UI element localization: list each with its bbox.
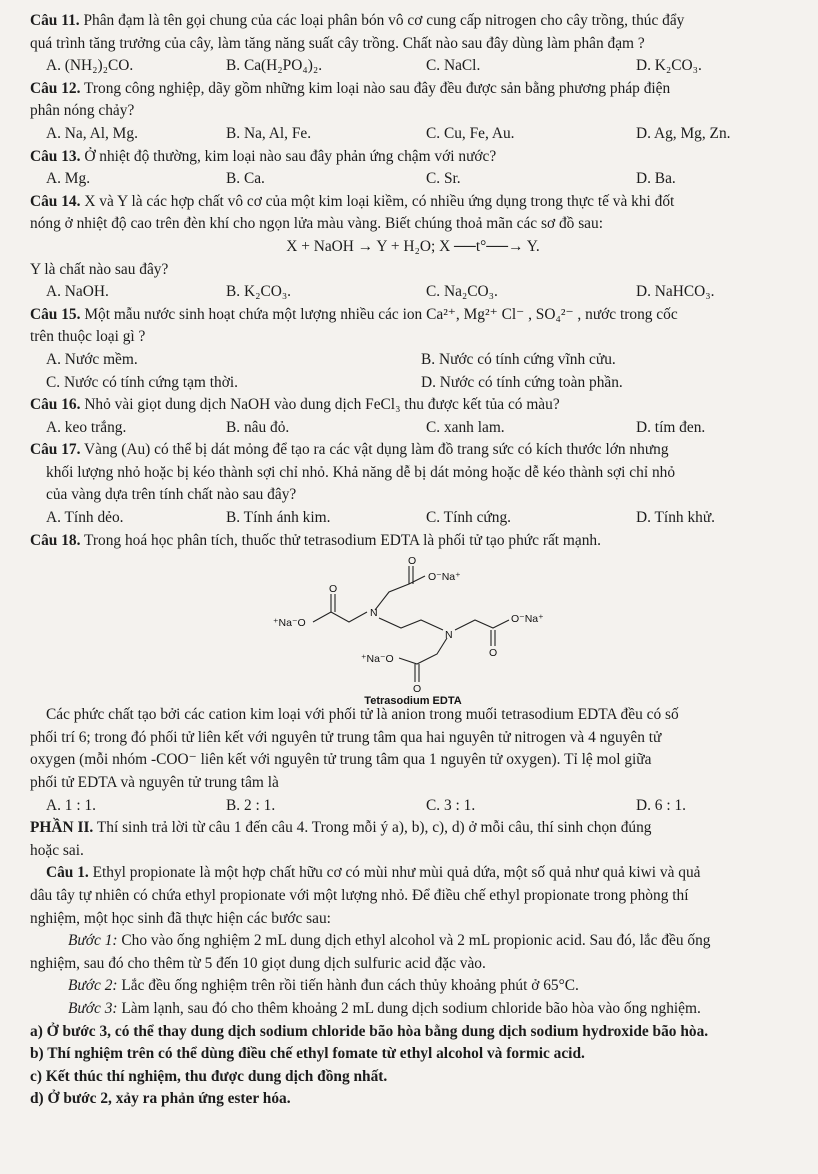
ethylene-bridge	[379, 618, 443, 630]
option-b[interactable]: B. 2 : 1.	[226, 796, 276, 814]
answer-options	[30, 507, 796, 530]
molecule-caption: Tetrasodium EDTA	[364, 695, 462, 705]
question-17	[30, 439, 796, 462]
question-number: Câu 18.	[30, 531, 81, 549]
option-c[interactable]: C. Sr.	[426, 170, 461, 188]
step-text: Cho vào ống nghiệm 2 mL dung dịch ethyl alcohol và 2 mL propionic acid. Sau đó, lắc đều ống	[117, 932, 711, 950]
question-number: Câu 13.	[30, 147, 81, 165]
question-11	[30, 10, 796, 33]
question-15	[30, 304, 796, 327]
option-d[interactable]: D. Ba.	[636, 170, 676, 188]
step-text: Lắc đều ống nghiệm trên rồi tiến hành đun cách thủy khoảng phút ở 65°C.	[117, 977, 579, 995]
step-text-line: nghiệm, sau đó cho thêm từ 5 đến 10 giọt dung dịch sulfuric acid đặc vào.	[30, 954, 486, 972]
question-text-line: quá trình tăng trưởng của cây, làm tăng năng suất cây trồng. Chất nào sau đây dùng làm phân đạm ?	[30, 34, 645, 52]
question-text: Trong công nghiệp, dãy gồm những kim loại nào sau đây đều được sản bằng phương pháp điện	[80, 79, 671, 97]
upper-acetate-bond	[375, 576, 425, 610]
question-text-line: phối trí 6; trong đó phối tử liên kết với nguyên tử trung tâm qua hai nguyên tử nitrogen và 4 nguyên tử	[30, 728, 662, 746]
question-16	[30, 394, 796, 417]
question-text-line: Các phức chất tạo bởi các cation kim loại với phối tử là anion trong muối tetrasodium EDTA đều có số	[46, 706, 679, 724]
option-a[interactable]: A. Tính dẻo.	[46, 509, 124, 527]
option-c[interactable]: C. Nước có tính cứng tạm thời.	[46, 373, 238, 391]
option-a[interactable]: A. Mg.	[46, 170, 91, 188]
statement-b[interactable]: b) Thí nghiệm trên có thể dùng điều chế ethyl fomate từ ethyl alcohol và formic acid.	[30, 1045, 585, 1063]
answer-options	[30, 417, 796, 440]
atom-n: N	[370, 607, 378, 620]
question-14	[30, 191, 796, 214]
option-c[interactable]: C. Na₂CO₃.	[426, 283, 498, 301]
statement-a[interactable]: a) Ở bước 3, có thể thay dung dịch sodium chloride bão hòa bằng dung dịch sodium hydroxide bão hòa.	[30, 1022, 709, 1040]
question-number: Câu 14.	[30, 192, 81, 210]
reaction-equation: X + NaOH → Y + H₂O; X ──t°──→ Y.	[286, 237, 540, 255]
answer-options	[30, 123, 796, 146]
atom-o: O	[408, 555, 417, 568]
option-a[interactable]: A. Na, Al, Mg.	[46, 124, 138, 142]
option-b[interactable]: B. K₂CO₃.	[226, 283, 292, 301]
question-number: Câu 15.	[30, 305, 81, 323]
step-1	[30, 930, 796, 953]
statement-c[interactable]: c) Kết thúc thí nghiệm, thu được dung dịch đồng nhất.	[30, 1067, 388, 1085]
atom-nao: ⁺Na⁻O	[273, 617, 306, 630]
option-b[interactable]: B. Tính ánh kim.	[226, 509, 331, 527]
part-instructions: Thí sinh trả lời từ câu 1 đến câu 4. Trong mỗi ý a), b), c), d) ở mỗi câu, thí sinh chọn đúng	[93, 819, 652, 837]
step-label: Bước 3:	[68, 999, 118, 1017]
step-3	[30, 998, 796, 1021]
answer-options	[30, 168, 796, 191]
option-d[interactable]: D. Ag, Mg, Zn.	[636, 124, 731, 142]
question-number: Câu 1.	[46, 864, 89, 882]
answer-options	[30, 349, 796, 372]
question-13	[30, 146, 796, 169]
question-text: Trong hoá học phân tích, thuốc thử tetrasodium EDTA là phối tử tạo phức rất mạnh.	[80, 531, 601, 549]
option-c[interactable]: C. xanh lam.	[426, 418, 505, 436]
answer-options	[30, 795, 796, 818]
question-text: Ở nhiệt độ thường, kim loại nào sau đây phản ứng chậm với nước?	[80, 147, 497, 165]
option-c[interactable]: C. Tính cứng.	[426, 509, 512, 527]
question-text-line: dâu tây tự nhiên có chứa ethyl propionate với một lượng nhỏ. Để điều chế ethyl propionate trong phòng thí	[30, 887, 689, 904]
atom-o: O	[489, 647, 498, 660]
answer-options	[30, 55, 796, 78]
part-title: PHẦN II.	[30, 819, 94, 837]
atom-ona: O⁻Na⁺	[428, 571, 461, 584]
option-d[interactable]: D. Nước có tính cứng toàn phần.	[421, 373, 623, 391]
option-d[interactable]: D. NaHCO₃.	[636, 283, 715, 301]
option-b[interactable]: B. Na, Al, Fe.	[226, 124, 312, 142]
question-text: X và Y là các hợp chất vô cơ của một kim loại kiềm, có nhiều ứng dụng trong thực tế và khi đốt	[80, 192, 675, 210]
part2-question-1	[30, 862, 796, 885]
question-text: Nhỏ vài giọt dung dịch NaOH vào dung dịch FeCl₃ thu được kết tủa có màu?	[80, 396, 560, 414]
question-text-line: Y là chất nào sau đây?	[30, 260, 169, 278]
option-c[interactable]: C. NaCl.	[426, 57, 481, 75]
question-text-line: trên thuộc loại gì ?	[30, 328, 146, 346]
question-text-line: của vàng dựa trên tính chất nào sau đây?	[46, 486, 297, 504]
statement-d[interactable]: d) Ở bước 2, xảy ra phản ứng ester hóa.	[30, 1090, 291, 1108]
question-text-line: phối tử EDTA và nguyên tử trung tâm là	[30, 774, 279, 792]
step-2	[30, 975, 796, 998]
option-a[interactable]: A. keo trắng.	[46, 418, 127, 436]
question-18	[30, 530, 796, 553]
option-a[interactable]: A. (NH₂)₂CO.	[46, 57, 134, 75]
question-text: Một mẫu nước sinh hoạt chứa một lượng nhiều các ion Ca²⁺, Mg²⁺ Cl⁻ , SO₄²⁻ , nước trong cốc	[80, 305, 678, 323]
step-text: Làm lạnh, sau đó cho thêm khoảng 2 mL dung dịch sodium chloride bão hòa vào ống nghiệm.	[117, 999, 701, 1017]
question-text: Phân đạm là tên gọi chung của các loại phân bón vô cơ cung cấp nitrogen cho cây trồng, thúc đẩy	[79, 12, 685, 29]
question-number: Câu 16.	[30, 396, 81, 414]
question-number: Câu 12.	[30, 79, 81, 97]
question-text-line: khối lượng nhỏ hoặc bị kéo thành sợi chỉ nhỏ. Khả năng dễ bị dát mỏng hoặc dễ kéo thành sợi chỉ nhỏ	[46, 463, 676, 481]
part-instructions-line: hoặc sai.	[30, 841, 84, 859]
atom-o: O	[413, 683, 422, 696]
edta-structure	[30, 554, 796, 704]
option-c[interactable]: C. Cu, Fe, Au.	[426, 124, 515, 142]
part-2-header	[30, 817, 796, 840]
question-text-line: nóng ở nhiệt độ cao trên đèn khí cho ngọn lửa màu vàng. Biết chúng thoả mãn các sơ đồ sau:	[30, 215, 603, 233]
option-b[interactable]: B. nâu đỏ.	[226, 418, 290, 436]
question-text: Vàng (Au) có thể bị dát mỏng để tạo ra các vật dụng làm đồ trang sức có kích thước lớn nhưng	[80, 441, 669, 459]
answer-options	[30, 281, 796, 304]
question-number: Câu 11.	[30, 12, 80, 29]
right-acetate-bond	[455, 620, 509, 630]
edta-molecule-diagram	[253, 554, 573, 704]
option-c[interactable]: C. 3 : 1.	[426, 796, 476, 814]
question-number: Câu 17.	[30, 441, 81, 459]
step-label: Bước 1:	[68, 932, 118, 950]
option-b[interactable]: B. Ca.	[226, 170, 265, 188]
atom-o: O	[329, 583, 338, 596]
option-a[interactable]: A. 1 : 1.	[46, 796, 97, 814]
option-d[interactable]: D. K₂CO₃.	[636, 57, 702, 75]
atom-ona: O⁻Na⁺	[511, 613, 544, 626]
option-b[interactable]: B. Nước có tính cứng vĩnh cửu.	[421, 350, 616, 368]
atom-n: N	[445, 629, 453, 642]
question-text-line: oxygen (mỗi nhóm -COO⁻ liên kết với nguyên tử trung tâm qua 1 nguyên tử oxygen). Tỉ lệ mol giữa	[30, 751, 652, 769]
lower-acetate-bond	[399, 638, 447, 664]
question-text: Ethyl propionate là một hợp chất hữu cơ có mùi như mùi quả dứa, một số quả như quả kiwi và quả	[88, 864, 701, 882]
option-d[interactable]: D. 6 : 1.	[636, 796, 687, 814]
option-d[interactable]: D. Tính khử.	[636, 509, 716, 527]
step-label: Bước 2:	[68, 977, 118, 995]
left-acetate-bond	[313, 612, 367, 622]
question-12	[30, 78, 796, 101]
atom-nao: ⁺Na⁻O	[361, 653, 394, 666]
option-a[interactable]: A. NaOH.	[46, 283, 109, 301]
question-text-line: phân nóng chảy?	[30, 102, 135, 120]
answer-options	[30, 372, 796, 395]
option-b[interactable]: B. Ca(H₂PO₄)₂.	[226, 57, 323, 75]
option-a[interactable]: A. Nước mềm.	[46, 350, 138, 368]
option-d[interactable]: D. tím đen.	[636, 418, 706, 436]
question-text-line: nghiệm, một học sinh đã thực hiện các bước sau:	[30, 909, 331, 927]
